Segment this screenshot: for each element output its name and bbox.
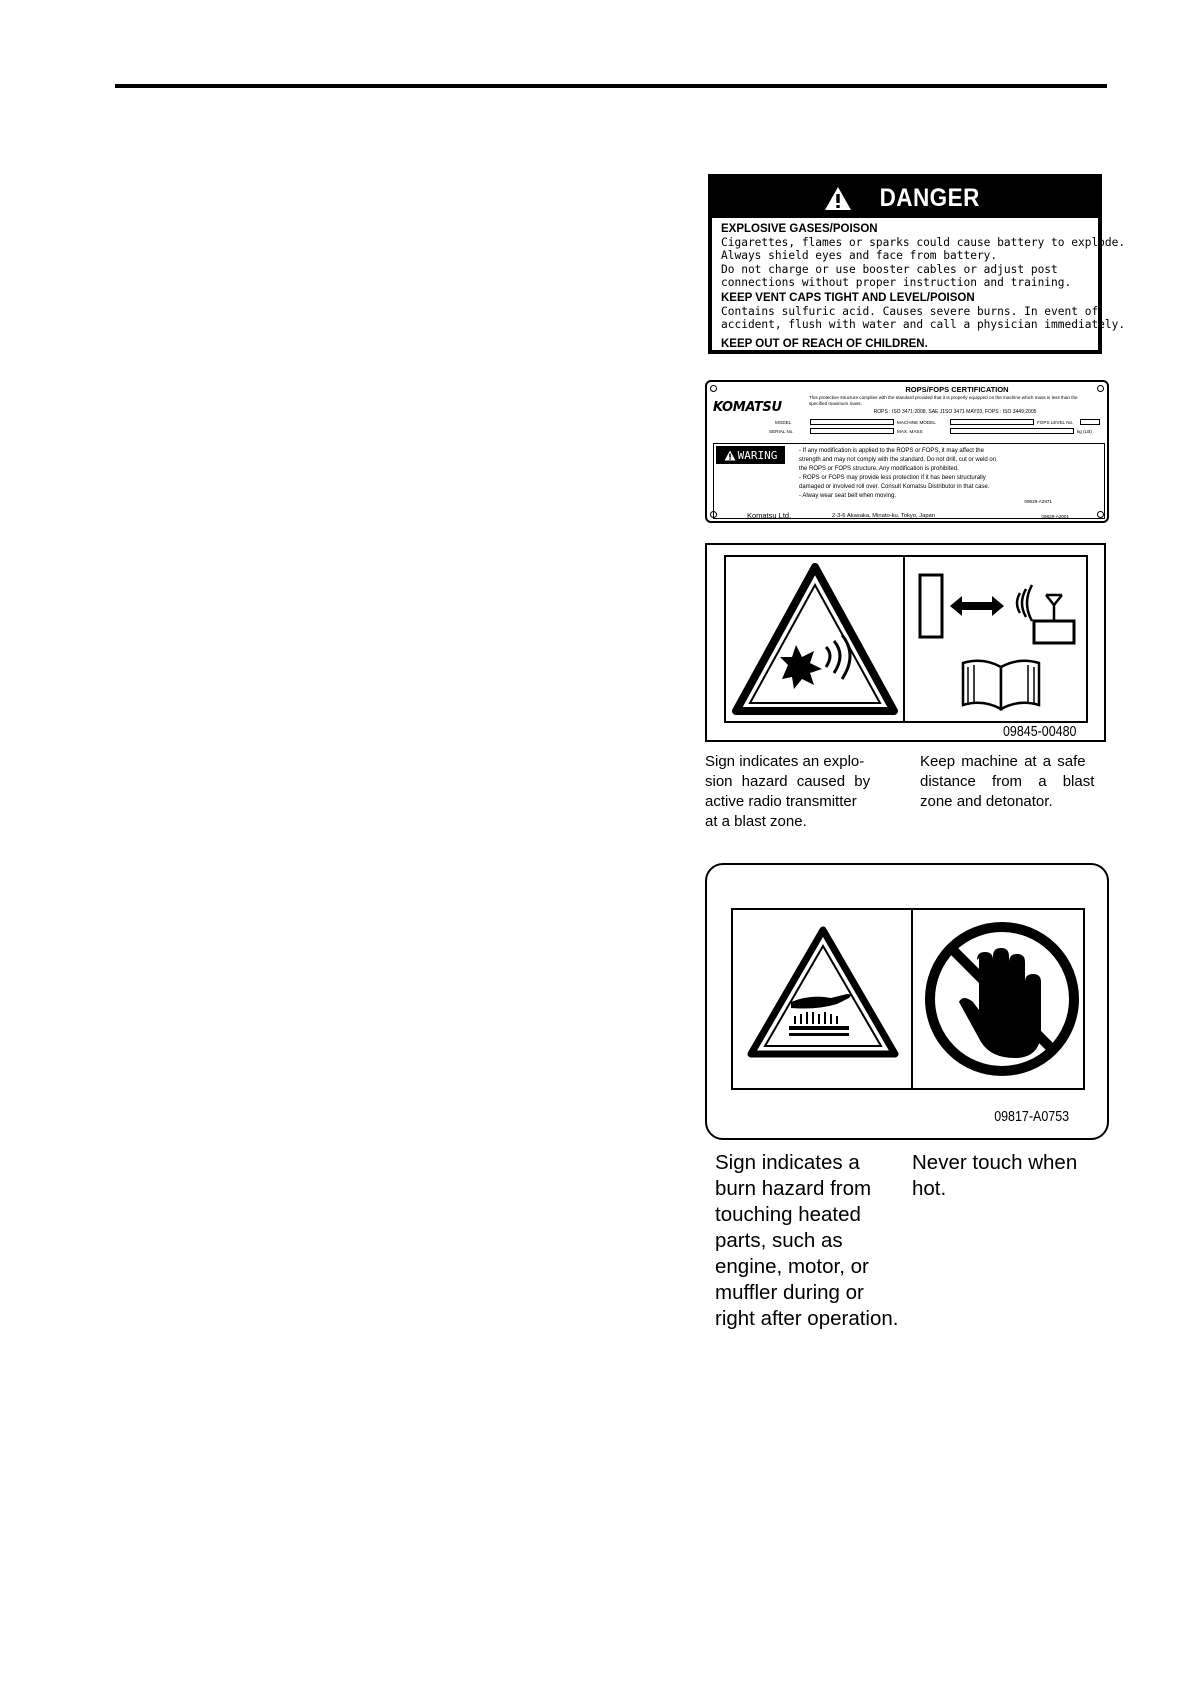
caption-line: right after operation. [715,1307,899,1330]
caption-line: engine, motor, or [715,1255,869,1278]
caption-line: distance from a blast [920,773,1095,790]
fops-level-value-box [1080,419,1100,425]
caption-line: muffler during or [715,1281,864,1304]
warning-line: damaged or involved roll over. Consult Komatsu Distributor in that case. [799,484,990,490]
sign-frame [731,908,1085,1090]
serial-value-box [810,428,894,434]
warning-tag-text: WARING [737,448,778,462]
explosion-caption-right [920,752,1094,812]
warning-tag [716,446,785,464]
caption-line: hot. [912,1177,947,1200]
danger-heading-children: KEEP OUT OF REACH OF CHILDREN. [721,337,928,350]
max-mass-value-box [950,428,1074,434]
no-touch-hand-icon [917,914,1087,1084]
warning-line: - If any modification is applied to the ROPS or FOPS, it may affect the [799,448,984,454]
screw-hole-icon [1097,385,1104,392]
komatsu-logo: KOMATSU [713,400,782,415]
burn-caption-left [715,1150,898,1332]
company-name: Komatsu Ltd. [747,511,792,520]
header-rule [115,84,1107,88]
part-code: 09817-A0753 [994,1109,1069,1125]
radio-transmitter-icon [912,563,1082,653]
caption-line: Never touch when [912,1151,1078,1174]
warning-line: - ROPS or FOPS may provide less protection if it has been structurally [799,475,986,481]
screw-hole-icon [710,385,717,392]
caption-line: sion hazard caused by [705,773,871,790]
sign-divider [903,557,905,721]
danger-text-line: accident, flush with water and call a physician immediately. [721,318,1126,332]
caption-line: zone and detonator. [920,793,1053,810]
warning-line: strength and may not comply with the standard. Do not drill, cut or weld on [799,457,997,463]
danger-body [712,218,1126,351]
explosion-caption-left [705,752,870,832]
field-label-max-mass: MAX. MASS [897,429,923,434]
rops-fops-certification-plate [705,380,1109,523]
part-code: 09845-00480 [1002,724,1076,740]
rops-title: ROPS/FOPS CERTIFICATION [905,385,1009,394]
danger-heading-vent-caps: KEEP VENT CAPS TIGHT AND LEVEL/POISON [721,292,975,305]
hot-surface-triangle-icon [743,924,903,1064]
sign-frame [724,555,1088,723]
danger-text-line: connections without proper instruction and training. [721,275,1072,289]
rops-code-upper: 09829-A2871 [1024,499,1052,504]
explosion-hazard-sign [705,543,1106,742]
model-value-box [810,419,894,425]
warning-triangle-icon [824,186,852,211]
burn-hazard-sign [705,863,1109,1140]
caption-line: Keep machine at a safe [920,753,1086,770]
danger-title: DANGER [879,183,981,212]
danger-text-line: Always shield eyes and face from battery. [721,249,998,263]
field-label-fops-level: FOPS LEVEL No. [1037,420,1074,425]
burn-caption-right [912,1150,1077,1202]
danger-heading-explosive: EXPLOSIVE GASES/POISON [721,223,878,235]
caption-line: burn hazard from [715,1177,872,1200]
explosion-triangle-icon [730,561,900,721]
warning-text [799,447,1059,501]
danger-text-line: Do not charge or use booster cables or adjust post [721,262,1058,276]
field-label-serial: SERIAL No. [769,429,794,434]
warning-triangle-icon [724,450,736,461]
company-address: 2-3-6 Akasaka, Minato-ku, Tokyo, Japan [832,513,936,519]
caption-line: parts, such as [715,1229,843,1252]
unit-label: kg (LB) [1077,429,1092,434]
rops-warning-area [713,443,1105,519]
rops-code-lower: 09829-A2001 [1041,514,1069,519]
danger-battery-label [708,174,1126,354]
rops-standards: ROPS : ISO 3471:2008, SAE J1SO 3471 MAY03, FOPS : ISO 3449:2005 [873,409,1037,415]
machine-model-value-box [950,419,1034,425]
danger-header [712,178,1098,218]
rops-subtitle: This protective structure complies with the standard provided that it is properly equipped on the machine which mass is less than the specified maximum mass. [809,395,1078,406]
caption-line: touching heated [715,1203,861,1226]
manual-book-icon [956,653,1046,713]
caption-line: Sign indicates a [715,1151,860,1174]
warning-line: - Alway wear seat belt when moving. [799,493,897,499]
caption-line: active radio transmitter [705,793,857,810]
sign-divider [911,910,913,1088]
danger-text-line: Contains sulfuric acid. Causes severe burns. In event of [721,305,1099,319]
caption-line: Sign indicates an explo- [705,753,865,770]
field-label-model: MODEL [775,420,792,425]
caption-line: at a blast zone. [705,813,807,830]
warning-line: the ROPS or FOPS structure. Any modification is prohibited. [799,466,959,472]
danger-text-line: Cigarettes, flames or sparks could cause battery to explode. [721,236,1126,250]
field-label-machine-model: MACHINE MODEL [897,420,936,425]
